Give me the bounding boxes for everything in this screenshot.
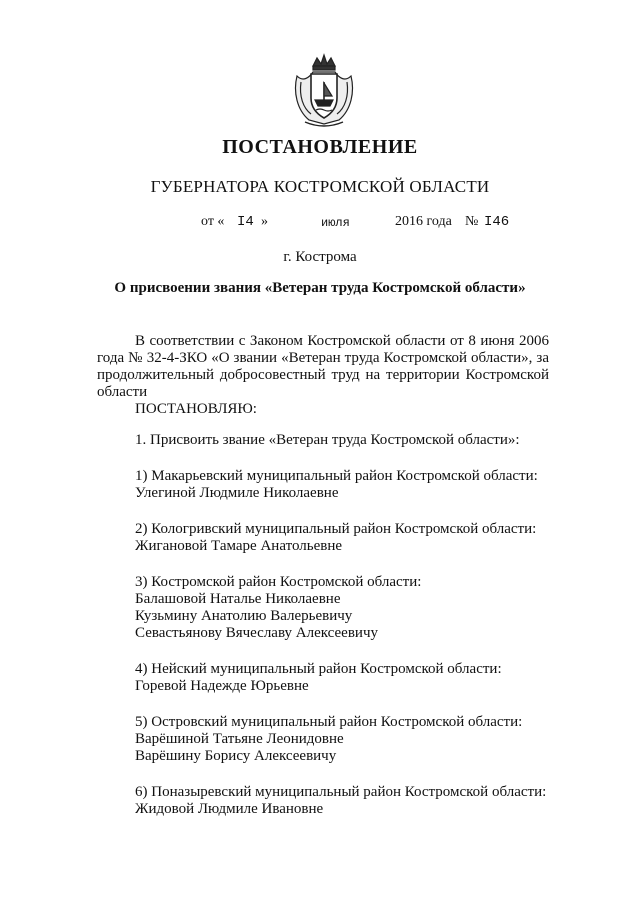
district-section bbox=[135, 714, 575, 765]
person-name: Севастьянову Вячеславу Алексеевичу bbox=[135, 625, 378, 641]
document-heading: О присвоении звания «Ветеран труда Костромской области» bbox=[114, 280, 526, 296]
district-section bbox=[135, 661, 575, 695]
date-day: I4 bbox=[237, 214, 254, 230]
date-year: 2016 года bbox=[395, 214, 452, 229]
issuer-subtitle: ГУБЕРНАТОРА КОСТРОМСКОЙ ОБЛАСТИ bbox=[150, 177, 490, 196]
intro-text: В соответствии с Законом Костромской области от 8 июня 2006 года № 32-4-ЗКО «О звании «Ветеран труда Костромской области», за продолжительный добросовестный труд на территории Костромской области bbox=[97, 333, 549, 400]
district-title: 5) Островский муниципальный район Костромской области: bbox=[135, 714, 523, 730]
person-name: Кузьмину Анатолию Валерьевичу bbox=[135, 608, 353, 624]
date-month: июля bbox=[321, 216, 350, 230]
district-title: 6) Поназыревский муниципальный район Костромской области: bbox=[135, 784, 547, 800]
district-section bbox=[135, 784, 575, 818]
person-name: Варёшиной Татьяне Леонидовне bbox=[135, 731, 344, 747]
coat-of-arms-icon bbox=[291, 52, 357, 128]
document-number: I46 bbox=[484, 214, 510, 230]
decree-word: ПОСТАНОВЛЯЮ: bbox=[135, 401, 257, 417]
district-section bbox=[135, 521, 575, 555]
intro-paragraph bbox=[97, 333, 549, 401]
district-title: 2) Кологривский муниципальный район Костромской области: bbox=[135, 521, 537, 537]
page-title: ПОСТАНОВЛЕНИЕ bbox=[222, 136, 418, 158]
district-section bbox=[135, 468, 575, 502]
clause-list bbox=[135, 432, 575, 818]
city-line: г. Кострома bbox=[283, 249, 357, 265]
date-prefix: от « bbox=[201, 214, 225, 229]
date-close: » bbox=[261, 214, 268, 229]
clause-1: 1. Присвоить звание «Ветеран труда Костромской области»: bbox=[135, 432, 520, 448]
person-name: Жигановой Тамаре Анатольевне bbox=[135, 538, 343, 554]
district-title: 1) Макарьевский муниципальный район Костромской области: bbox=[135, 468, 538, 484]
person-name: Жидовой Людмиле Ивановне bbox=[135, 801, 324, 817]
person-name: Варёшину Борису Алексеевичу bbox=[135, 748, 337, 764]
district-title: 3) Костромской район Костромской области: bbox=[135, 574, 422, 590]
person-name: Балашовой Наталье Николаевне bbox=[135, 591, 341, 607]
number-sign: № bbox=[465, 214, 479, 229]
person-name: Горевой Надежде Юрьевне bbox=[135, 678, 309, 694]
district-title: 4) Нейский муниципальный район Костромской области: bbox=[135, 661, 502, 677]
person-name: Улегиной Людмиле Николаевне bbox=[135, 485, 339, 501]
district-section bbox=[135, 574, 575, 642]
